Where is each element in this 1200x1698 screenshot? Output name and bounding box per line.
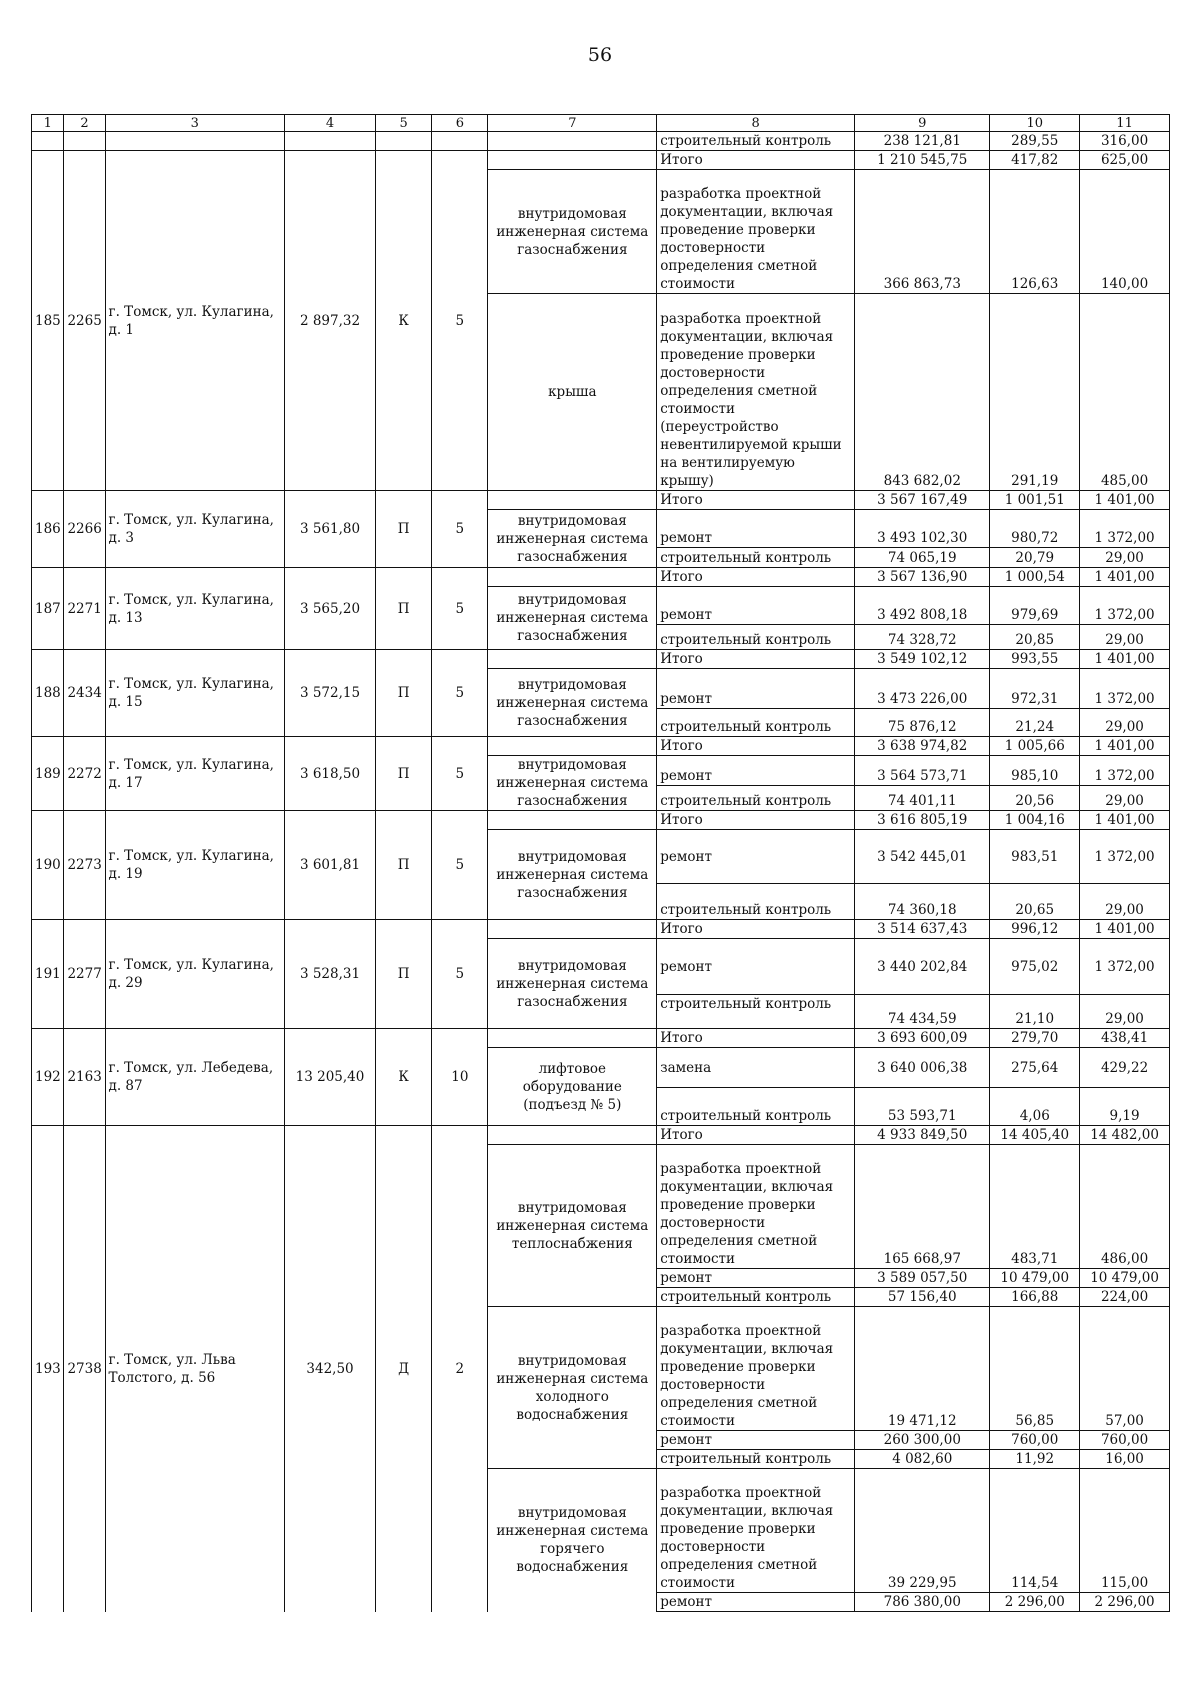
cost-per-m2: 279,70 (990, 1029, 1080, 1048)
work-description: строительный контроль (657, 884, 855, 920)
row-number: 189 (32, 737, 64, 811)
cost-limit: 29,00 (1080, 548, 1170, 568)
house-floors: 5 (432, 737, 488, 811)
cost-limit: 1 401,00 (1080, 737, 1170, 756)
col-header: 6 (432, 115, 488, 132)
work-type: внутридомовая инженерная система холодного водоснабжения (488, 1307, 657, 1469)
total-label: Итого (657, 1029, 855, 1048)
cost-per-m2: 10 479,00 (990, 1269, 1080, 1288)
row-number: 192 (32, 1029, 64, 1126)
cost-per-m2: 979,69 (990, 587, 1080, 625)
cost-per-m2: 20,85 (990, 625, 1080, 650)
total-label: Итого (657, 568, 855, 587)
house-code: 2266 (64, 491, 105, 568)
cost-limit: 625,00 (1080, 151, 1170, 170)
cost-per-m2: 275,64 (990, 1048, 1080, 1088)
cost-value: 3 542 445,01 (855, 830, 990, 884)
cost-value: 3 440 202,84 (855, 939, 990, 995)
house-code: 2738 (64, 1126, 105, 1612)
work-type: внутридомовая инженерная система газоснабжения (488, 669, 657, 737)
cost-limit: 29,00 (1080, 884, 1170, 920)
house-area: 3 601,81 (285, 811, 376, 920)
col-header: 10 (990, 115, 1080, 132)
house-area: 342,50 (285, 1126, 376, 1612)
row-number: 193 (32, 1126, 64, 1612)
cost-value: 3 564 573,71 (855, 756, 990, 786)
cost-value: 3 492 808,18 (855, 587, 990, 625)
house-type: К (375, 1029, 431, 1126)
cost-per-m2: 985,10 (990, 756, 1080, 786)
work-description: строительный контроль (657, 709, 855, 737)
col-header: 8 (657, 115, 855, 132)
cost-per-m2: 993,55 (990, 650, 1080, 669)
cost-per-m2: 11,92 (990, 1450, 1080, 1469)
house-area: 3 565,20 (285, 568, 376, 650)
work-description: разработка проектной документации, включая проведение проверки достоверности определения сметной стоимости (657, 1307, 855, 1431)
cost-value: 74 434,59 (855, 995, 990, 1029)
work-description: ремонт (657, 830, 855, 884)
cost-per-m2: 1 000,54 (990, 568, 1080, 587)
house-floors: 5 (432, 568, 488, 650)
house-code: 2273 (64, 811, 105, 920)
house-address: г. Томск, ул. Кулагина, д. 17 (105, 737, 285, 811)
work-description: разработка проектной документации, включая проведение проверки достоверности определения сметной стоимости (657, 170, 855, 294)
work-description: ремонт (657, 756, 855, 786)
cost-value: 3 589 057,50 (855, 1269, 990, 1288)
house-floors: 5 (432, 811, 488, 920)
work-description: строительный контроль (657, 548, 855, 568)
house-code: 2272 (64, 737, 105, 811)
cost-value: 74 065,19 (855, 548, 990, 568)
cost-value: 74 328,72 (855, 625, 990, 650)
cost-limit: 224,00 (1080, 1288, 1170, 1307)
cost-value: 53 593,71 (855, 1088, 990, 1126)
house-area: 3 618,50 (285, 737, 376, 811)
cost-value: 57 156,40 (855, 1288, 990, 1307)
cost-value: 260 300,00 (855, 1431, 990, 1450)
work-description: строительный контроль (657, 1288, 855, 1307)
house-code: 2265 (64, 151, 105, 491)
cost-value: 39 229,95 (855, 1469, 990, 1593)
house-type: П (375, 920, 431, 1029)
cost-value: 3 693 600,09 (855, 1029, 990, 1048)
house-type: П (375, 650, 431, 737)
work-type: внутридомовая инженерная система газоснабжения (488, 939, 657, 1029)
house-type: П (375, 568, 431, 650)
col-header: 7 (488, 115, 657, 132)
house-address: г. Томск, ул. Льва Толстого, д. 56 (105, 1126, 285, 1612)
cost-value: 1 210 545,75 (855, 151, 990, 170)
house-floors: 5 (432, 650, 488, 737)
cost-value: 165 668,97 (855, 1145, 990, 1269)
house-code: 2271 (64, 568, 105, 650)
work-description: разработка проектной документации, включая проведение проверки достоверности определения сметной стоимости (657, 1145, 855, 1269)
work-type: внутридомовая инженерная система горячего водоснабжения (488, 1469, 657, 1612)
cost-limit: 1 372,00 (1080, 939, 1170, 995)
work-description: разработка проектной документации, включая проведение проверки достоверности определения сметной стоимости (переустройство невентилируемой крыши на вентилируемую крышу) (657, 294, 855, 491)
house-type: П (375, 737, 431, 811)
cost-value: 3 493 102,30 (855, 510, 990, 548)
work-description: строительный контроль (657, 995, 855, 1029)
col-header: 9 (855, 115, 990, 132)
cost-limit: 57,00 (1080, 1307, 1170, 1431)
cost-value: 75 876,12 (855, 709, 990, 737)
row-number: 185 (32, 151, 64, 491)
cost-limit: 316,00 (1080, 132, 1170, 151)
cost-per-m2: 21,24 (990, 709, 1080, 737)
work-description: ремонт (657, 669, 855, 709)
work-type: крыша (488, 294, 657, 491)
cost-limit: 16,00 (1080, 1450, 1170, 1469)
table-row (32, 491, 1170, 510)
house-floors: 5 (432, 491, 488, 568)
house-address: г. Томск, ул. Лебедева, д. 87 (105, 1029, 285, 1126)
cost-per-m2: 289,55 (990, 132, 1080, 151)
total-label: Итого (657, 650, 855, 669)
total-label: Итого (657, 1126, 855, 1145)
col-header: 1 (32, 115, 64, 132)
cost-per-m2: 14 405,40 (990, 1126, 1080, 1145)
cost-per-m2: 975,02 (990, 939, 1080, 995)
cost-value: 19 471,12 (855, 1307, 990, 1431)
house-address: г. Томск, ул. Кулагина, д. 15 (105, 650, 285, 737)
house-floors: 2 (432, 1126, 488, 1612)
cost-per-m2: 2 296,00 (990, 1593, 1080, 1612)
cost-limit: 2 296,00 (1080, 1593, 1170, 1612)
table-row (32, 1126, 1170, 1145)
col-header: 11 (1080, 115, 1170, 132)
work-description: ремонт (657, 939, 855, 995)
work-description: разработка проектной документации, включая проведение проверки достоверности определения сметной стоимости (657, 1469, 855, 1593)
work-type: внутридомовая инженерная система газоснабжения (488, 830, 657, 920)
total-label: Итого (657, 151, 855, 170)
cost-per-m2: 20,65 (990, 884, 1080, 920)
cost-per-m2: 291,19 (990, 294, 1080, 491)
table-row (32, 650, 1170, 669)
cost-value: 238 121,81 (855, 132, 990, 151)
cost-limit: 14 482,00 (1080, 1126, 1170, 1145)
repair-schedule-table (31, 114, 1170, 1612)
cost-value: 3 638 974,82 (855, 737, 990, 756)
col-header: 2 (64, 115, 105, 132)
table-row (32, 737, 1170, 756)
col-header: 5 (375, 115, 431, 132)
cost-limit: 429,22 (1080, 1048, 1170, 1088)
cost-value: 3 549 102,12 (855, 650, 990, 669)
cost-limit: 760,00 (1080, 1431, 1170, 1450)
cost-per-m2: 20,79 (990, 548, 1080, 568)
work-type: лифтовое оборудование (подъезд № 5) (488, 1048, 657, 1126)
cost-value: 3 567 136,90 (855, 568, 990, 587)
row-number: 191 (32, 920, 64, 1029)
table-row (32, 568, 1170, 587)
table-row (32, 811, 1170, 830)
cost-value: 3 514 637,43 (855, 920, 990, 939)
table-row (32, 151, 1170, 170)
cost-limit: 10 479,00 (1080, 1269, 1170, 1288)
cost-value: 3 473 226,00 (855, 669, 990, 709)
house-area: 3 528,31 (285, 920, 376, 1029)
cost-limit: 438,41 (1080, 1029, 1170, 1048)
cost-per-m2: 166,88 (990, 1288, 1080, 1307)
cost-limit: 1 401,00 (1080, 491, 1170, 510)
work-description: строительный контроль (657, 625, 855, 650)
col-header: 3 (105, 115, 285, 132)
work-description: замена (657, 1048, 855, 1088)
house-address: г. Томск, ул. Кулагина, д. 3 (105, 491, 285, 568)
house-code: 2163 (64, 1029, 105, 1126)
cost-limit: 485,00 (1080, 294, 1170, 491)
cost-value: 3 567 167,49 (855, 491, 990, 510)
cost-per-m2: 980,72 (990, 510, 1080, 548)
work-description: ремонт (657, 1593, 855, 1612)
house-floors: 5 (432, 920, 488, 1029)
cost-limit: 9,19 (1080, 1088, 1170, 1126)
row-number: 187 (32, 568, 64, 650)
cost-per-m2: 20,56 (990, 785, 1080, 810)
cost-per-m2: 126,63 (990, 170, 1080, 294)
cost-limit: 29,00 (1080, 785, 1170, 810)
cost-per-m2: 114,54 (990, 1469, 1080, 1593)
cost-limit: 115,00 (1080, 1469, 1170, 1593)
work-description: строительный контроль (657, 785, 855, 810)
cost-limit: 29,00 (1080, 995, 1170, 1029)
column-number-row (32, 115, 1170, 132)
work-type: внутридомовая инженерная система газоснабжения (488, 170, 657, 294)
cost-value: 3 616 805,19 (855, 811, 990, 830)
cost-value: 3 640 006,38 (855, 1048, 990, 1088)
house-type: П (375, 491, 431, 568)
cost-per-m2: 1 005,66 (990, 737, 1080, 756)
cost-per-m2: 21,10 (990, 995, 1080, 1029)
cost-value: 366 863,73 (855, 170, 990, 294)
row-number: 190 (32, 811, 64, 920)
cost-limit: 1 401,00 (1080, 650, 1170, 669)
table-row (32, 132, 1170, 151)
house-area: 2 897,32 (285, 151, 376, 491)
cost-per-m2: 996,12 (990, 920, 1080, 939)
cost-limit: 29,00 (1080, 709, 1170, 737)
cost-value: 786 380,00 (855, 1593, 990, 1612)
cost-limit: 1 372,00 (1080, 510, 1170, 548)
row-number: 188 (32, 650, 64, 737)
house-address: г. Томск, ул. Кулагина, д. 19 (105, 811, 285, 920)
work-description: строительный контроль (657, 132, 855, 151)
cost-limit: 1 372,00 (1080, 830, 1170, 884)
table-row (32, 1029, 1170, 1048)
work-description: строительный контроль (657, 1450, 855, 1469)
house-address: г. Томск, ул. Кулагина, д. 13 (105, 568, 285, 650)
cost-limit: 1 401,00 (1080, 811, 1170, 830)
cost-per-m2: 760,00 (990, 1431, 1080, 1450)
col-header: 4 (285, 115, 376, 132)
house-type: К (375, 151, 431, 491)
row-number: 186 (32, 491, 64, 568)
work-type: внутридомовая инженерная система теплоснабжения (488, 1145, 657, 1307)
house-floors: 5 (432, 151, 488, 491)
house-area: 3 572,15 (285, 650, 376, 737)
cost-per-m2: 972,31 (990, 669, 1080, 709)
total-label: Итого (657, 737, 855, 756)
house-area: 13 205,40 (285, 1029, 376, 1126)
work-description: строительный контроль (657, 1088, 855, 1126)
cost-per-m2: 983,51 (990, 830, 1080, 884)
cost-limit: 140,00 (1080, 170, 1170, 294)
cost-limit: 1 372,00 (1080, 669, 1170, 709)
cost-value: 4 082,60 (855, 1450, 990, 1469)
work-description: ремонт (657, 587, 855, 625)
work-type: внутридомовая инженерная система газоснабжения (488, 587, 657, 650)
cost-value: 74 401,11 (855, 785, 990, 810)
total-label: Итого (657, 491, 855, 510)
house-type: Д (375, 1126, 431, 1612)
work-description: ремонт (657, 510, 855, 548)
cost-value: 4 933 849,50 (855, 1126, 990, 1145)
house-code: 2434 (64, 650, 105, 737)
cost-per-m2: 417,82 (990, 151, 1080, 170)
total-label: Итого (657, 920, 855, 939)
cost-per-m2: 1 004,16 (990, 811, 1080, 830)
work-description: ремонт (657, 1431, 855, 1450)
page-number: 56 (587, 44, 613, 66)
house-type: П (375, 811, 431, 920)
cost-limit: 486,00 (1080, 1145, 1170, 1269)
house-address: г. Томск, ул. Кулагина, д. 29 (105, 920, 285, 1029)
house-floors: 10 (432, 1029, 488, 1126)
work-type: внутридомовая инженерная система газоснабжения (488, 510, 657, 568)
work-type: внутридомовая инженерная система газоснабжения (488, 756, 657, 811)
cost-value: 843 682,02 (855, 294, 990, 491)
cost-per-m2: 483,71 (990, 1145, 1080, 1269)
cost-limit: 1 372,00 (1080, 587, 1170, 625)
house-area: 3 561,80 (285, 491, 376, 568)
house-address: г. Томск, ул. Кулагина, д. 1 (105, 151, 285, 491)
table-row (32, 920, 1170, 939)
work-description: ремонт (657, 1269, 855, 1288)
cost-limit: 29,00 (1080, 625, 1170, 650)
house-code: 2277 (64, 920, 105, 1029)
cost-limit: 1 372,00 (1080, 756, 1170, 786)
cost-value: 74 360,18 (855, 884, 990, 920)
cost-per-m2: 4,06 (990, 1088, 1080, 1126)
cost-limit: 1 401,00 (1080, 568, 1170, 587)
cost-per-m2: 1 001,51 (990, 491, 1080, 510)
total-label: Итого (657, 811, 855, 830)
cost-limit: 1 401,00 (1080, 920, 1170, 939)
cost-per-m2: 56,85 (990, 1307, 1080, 1431)
